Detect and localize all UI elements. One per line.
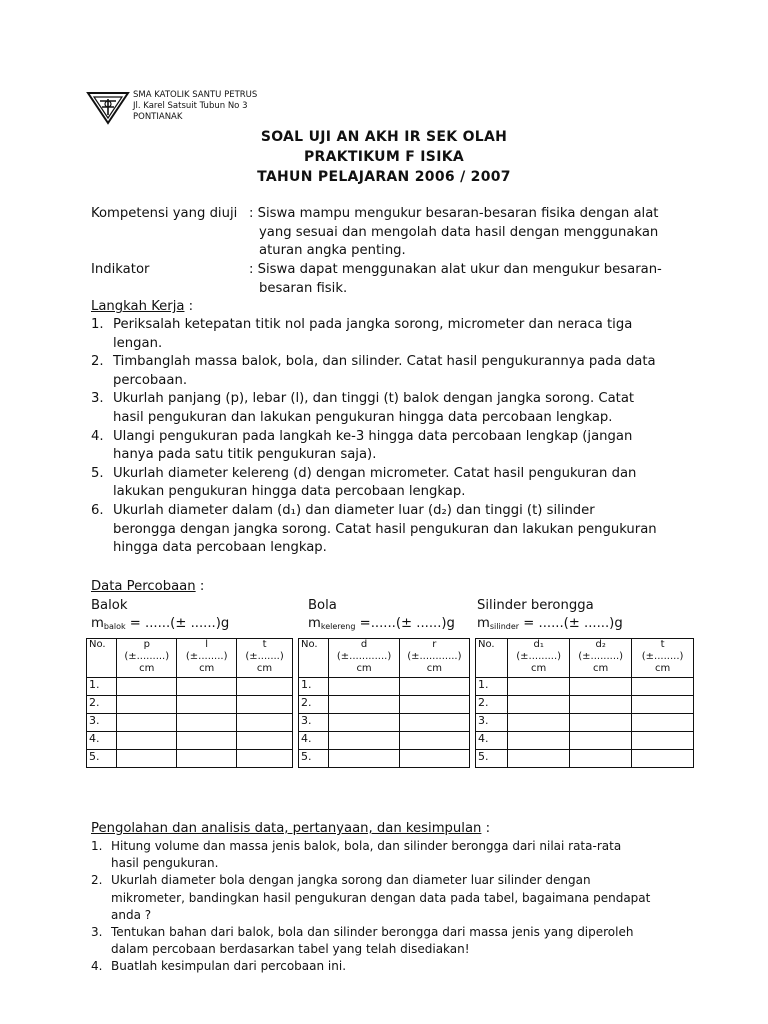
- list-item-number: 2.: [91, 873, 103, 888]
- balok-title: Balok: [91, 598, 128, 613]
- table-header-cell: [117, 639, 177, 678]
- header-text: l: [205, 639, 209, 650]
- title-line-3: TAHUN PELAJARAN 2006 / 2007: [257, 169, 511, 185]
- kompetensi-line-3: aturan angka penting.: [259, 243, 406, 258]
- row-number-cell: 5.: [87, 750, 117, 768]
- header-text: cm: [199, 663, 215, 674]
- header-text: (±............): [336, 651, 392, 662]
- table-row: [476, 678, 694, 696]
- data-cell[interactable]: [329, 714, 399, 732]
- data-cell[interactable]: [237, 732, 293, 750]
- header-text: (±.........): [516, 651, 562, 662]
- data-cell[interactable]: [117, 678, 177, 696]
- data-cell[interactable]: [117, 750, 177, 768]
- kompetensi-line-1: : Siswa mampu mengukur besaran-besaran fisika dengan alat: [249, 206, 659, 221]
- list-item-text: Buatlah kesimpulan dari percobaan ini.: [111, 959, 347, 974]
- table-header-row: [87, 639, 293, 678]
- table-header-cell: [570, 639, 632, 678]
- row-number-cell: 5.: [476, 750, 508, 768]
- list-item-text: percobaan.: [113, 372, 188, 388]
- title-line-1: SOAL UJI AN AKH IR SEK OLAH: [260, 129, 508, 145]
- silinder-mass-value: = ......(± ......)g: [519, 616, 623, 631]
- header-text: t: [262, 639, 267, 650]
- bola-table: [298, 638, 470, 768]
- list-item-text: mikrometer, bandingkan hasil pengukuran dengan data pada tabel, bagaimana pendapat: [111, 890, 651, 905]
- table-row: [87, 714, 293, 732]
- row-number-cell: 5.: [299, 750, 329, 768]
- table-row: [476, 714, 694, 732]
- table-row: [87, 696, 293, 714]
- data-cell[interactable]: [177, 732, 237, 750]
- header-text: p: [143, 639, 150, 650]
- row-number-cell: 1.: [476, 678, 508, 696]
- row-number-cell: 4.: [87, 732, 117, 750]
- table-row: [87, 750, 293, 768]
- list-item-text: anda ?: [111, 907, 152, 922]
- data-heading: [91, 578, 204, 597]
- data-heading-text: Data Percobaan: [91, 579, 196, 594]
- table-row: [299, 714, 470, 732]
- data-cell[interactable]: [329, 678, 399, 696]
- langkah-heading-text: Langkah Kerja: [91, 299, 185, 314]
- data-cell[interactable]: [117, 714, 177, 732]
- row-number-cell: 2.: [476, 696, 508, 714]
- data-cell[interactable]: [632, 678, 694, 696]
- table-header-cell: [476, 639, 508, 678]
- row-number-cell: 3.: [299, 714, 329, 732]
- list-item-text: hasil pengukuran.: [111, 856, 219, 871]
- table-header-row: [299, 639, 470, 678]
- data-cell[interactable]: [399, 696, 469, 714]
- header-text: (±.........): [578, 651, 624, 662]
- table-row: [476, 750, 694, 768]
- row-number-cell: 2.: [299, 696, 329, 714]
- header-text: (±.........): [124, 651, 170, 662]
- data-cell[interactable]: [399, 750, 469, 768]
- indikator-line-2: besaran fisik.: [259, 281, 348, 296]
- school-logo: [86, 89, 130, 125]
- list-item-number: 5.: [91, 465, 104, 481]
- data-cell[interactable]: [570, 678, 632, 696]
- list-item-number: 3.: [91, 925, 103, 939]
- list-item-text: lengan.: [113, 335, 163, 351]
- row-number-cell: 2.: [87, 696, 117, 714]
- data-cell[interactable]: [329, 732, 399, 750]
- table-row: [299, 750, 470, 768]
- data-cell[interactable]: [237, 750, 293, 768]
- list-item-text: berongga dengan jangka sorong. Catat hasil pengukuran dan lakukan pengukuran: [113, 521, 657, 537]
- bola-mass-value: =......(± ......)g: [355, 616, 455, 631]
- pengolahan-heading: [91, 820, 490, 839]
- data-cell[interactable]: [399, 714, 469, 732]
- indikator-line-1: : Siswa dapat menggunakan alat ukur dan mengukur besaran-: [249, 262, 662, 277]
- header-text: cm: [654, 663, 671, 674]
- data-cell[interactable]: [177, 714, 237, 732]
- balok-mass: [91, 616, 229, 631]
- header-text: d₂: [595, 639, 606, 650]
- row-number-cell: 1.: [87, 678, 117, 696]
- table-header-cell: [329, 639, 399, 678]
- pengolahan-heading-colon: :: [481, 821, 491, 836]
- header-text: cm: [139, 663, 155, 674]
- pengolahan-heading-text: Pengolahan dan analisis data, pertanyaan, dan kesimpulan: [91, 821, 482, 836]
- silinder-table: [475, 638, 694, 768]
- table-row: [476, 732, 694, 750]
- list-item-text: Ukurlah panjang (p), lebar (l), dan tinggi (t) balok dengan jangka sorong. Catat: [113, 391, 635, 407]
- list-item-text: Tentukan bahan dari balok, bola dan silinder berongga dari massa jenis yang diperoleh: [111, 925, 634, 939]
- header-text: d: [360, 639, 368, 650]
- table-header-cell: [177, 639, 237, 678]
- data-cell[interactable]: [570, 750, 632, 768]
- table-header-cell: [237, 639, 293, 678]
- silinder-title: Silinder berongga: [477, 598, 594, 613]
- bola-mass-symbol: m: [308, 616, 321, 631]
- data-cell[interactable]: [632, 750, 694, 768]
- table-header-cell: [399, 639, 469, 678]
- school-city: PONTIANAK: [133, 112, 183, 122]
- list-item-text: Timbanglah massa balok, bola, dan silinder. Catat hasil pengukurannya pada data: [113, 354, 656, 370]
- school-address: Jl. Karel Satsuit Tubun No 3: [133, 101, 248, 111]
- data-cell[interactable]: [632, 696, 694, 714]
- list-item-text: Ukurlah diameter dalam (d₁) dan diameter luar (d₂) dan tinggi (t) silinder: [113, 503, 595, 518]
- silinder-mass-sub: silinder: [489, 622, 520, 631]
- data-cell[interactable]: [632, 732, 694, 750]
- langkah-heading-colon: :: [184, 299, 194, 314]
- header-text: (±............): [407, 651, 462, 662]
- list-item-text: Periksalah ketepatan titik nol pada jangka sorong, micrometer dan neraca tiga: [113, 317, 633, 332]
- table-row: [299, 732, 470, 750]
- header-text: (±.......): [245, 651, 284, 662]
- title-line-2: PRAKTIKUM F ISIKA: [304, 149, 464, 165]
- row-number-cell: 3.: [476, 714, 508, 732]
- header-text: cm: [356, 663, 372, 674]
- balok-mass-sub: balok: [103, 622, 126, 631]
- table-header-cell: [87, 639, 117, 678]
- table-header-cell: [508, 639, 570, 678]
- data-cell[interactable]: [177, 678, 237, 696]
- balok-mass-value: = ......(± ......)g: [125, 616, 230, 631]
- table-row: [87, 732, 293, 750]
- row-number-cell: 4.: [476, 732, 508, 750]
- list-item-text: lakukan pengukuran hingga data percobaan lengkap.: [113, 484, 466, 500]
- data-cell[interactable]: [329, 696, 399, 714]
- list-item-text: dalam percobaan berdasarkan tabel yang telah disediakan!: [111, 942, 470, 957]
- header-text: (±........): [185, 651, 228, 662]
- list-item-text: hasil pengukuran dan lakukan pengukuran hingga data percobaan lengkap.: [113, 410, 613, 425]
- header-text: d₁: [533, 639, 544, 650]
- balok-mass-symbol: m: [91, 616, 104, 631]
- list-item-text: hingga data percobaan lengkap.: [113, 540, 327, 556]
- table-row: [299, 678, 470, 696]
- data-cell[interactable]: [399, 678, 469, 696]
- data-cell[interactable]: [329, 750, 399, 768]
- silinder-mass: [477, 616, 623, 631]
- header-text: r: [432, 639, 437, 650]
- list-item-text: Ukurlah diameter kelereng (d) dengan micrometer. Catat hasil pengukuran dan: [113, 465, 637, 481]
- data-cell[interactable]: [237, 714, 293, 732]
- table-header-cell: [299, 639, 329, 678]
- data-cell[interactable]: [508, 714, 570, 732]
- row-number-cell: 3.: [87, 714, 117, 732]
- list-item-number: 4.: [91, 428, 104, 444]
- table-header-row: [476, 639, 694, 678]
- list-item-number: 1.: [91, 317, 104, 332]
- data-cell[interactable]: [570, 714, 632, 732]
- silinder-mass-symbol: m: [477, 616, 490, 631]
- list-item-text: Ulangi pengukuran pada langkah ke-3 hingga data percobaan lengkap (jangan: [113, 428, 633, 444]
- data-heading-colon: :: [195, 579, 205, 594]
- data-cell[interactable]: [508, 750, 570, 768]
- table-row: [87, 678, 293, 696]
- table-row: [476, 696, 694, 714]
- header-text: No.: [301, 639, 318, 650]
- data-cell[interactable]: [117, 732, 177, 750]
- bola-mass: [308, 616, 455, 631]
- data-cell[interactable]: [237, 696, 293, 714]
- row-number-cell: 1.: [299, 678, 329, 696]
- bola-mass-sub: kelereng: [320, 622, 356, 631]
- data-cell[interactable]: [508, 732, 570, 750]
- header-text: No.: [478, 639, 495, 650]
- header-text: t: [660, 639, 665, 650]
- balok-table: [86, 638, 293, 768]
- school-info: [133, 90, 257, 123]
- header-text: cm: [256, 663, 273, 674]
- indikator-label: Indikator: [91, 262, 150, 277]
- header-text: (±........): [641, 651, 684, 662]
- list-item-number: 1.: [91, 839, 103, 853]
- list-item-text: Ukurlah diameter bola dengan jangka sorong dan diameter luar silinder dengan: [111, 873, 591, 888]
- header-text: cm: [426, 663, 442, 674]
- kompetensi-label: Kompetensi yang diuji: [91, 206, 238, 221]
- data-cell[interactable]: [177, 750, 237, 768]
- table-header-cell: [632, 639, 694, 678]
- data-cell[interactable]: [570, 696, 632, 714]
- data-cell[interactable]: [399, 732, 469, 750]
- table-row: [299, 696, 470, 714]
- list-item-text: hanya pada satu titik pengukuran saja).: [113, 447, 377, 463]
- data-cell[interactable]: [632, 714, 694, 732]
- list-item-number: 4.: [91, 959, 103, 974]
- data-cell[interactable]: [508, 678, 570, 696]
- list-item-number: 2.: [91, 354, 104, 370]
- data-cell[interactable]: [570, 732, 632, 750]
- list-item-number: 6.: [91, 503, 104, 518]
- langkah-heading: [91, 298, 193, 317]
- data-cell[interactable]: [508, 696, 570, 714]
- school-name: SMA KATOLIK SANTU PETRUS: [133, 90, 258, 100]
- data-cell[interactable]: [237, 678, 293, 696]
- header-text: No.: [89, 639, 106, 650]
- header-text: cm: [531, 663, 547, 674]
- data-cell[interactable]: [117, 696, 177, 714]
- list-item-text: Hitung volume dan massa jenis balok, bola, dan silinder berongga dari nilai rata-rata: [111, 839, 622, 853]
- bola-title: Bola: [308, 598, 337, 613]
- header-text: cm: [593, 663, 609, 674]
- row-number-cell: 4.: [299, 732, 329, 750]
- list-item-number: 3.: [91, 391, 104, 407]
- kompetensi-line-2: yang sesuai dan mengolah data hasil dengan menggunakan: [259, 225, 659, 240]
- data-cell[interactable]: [177, 696, 237, 714]
